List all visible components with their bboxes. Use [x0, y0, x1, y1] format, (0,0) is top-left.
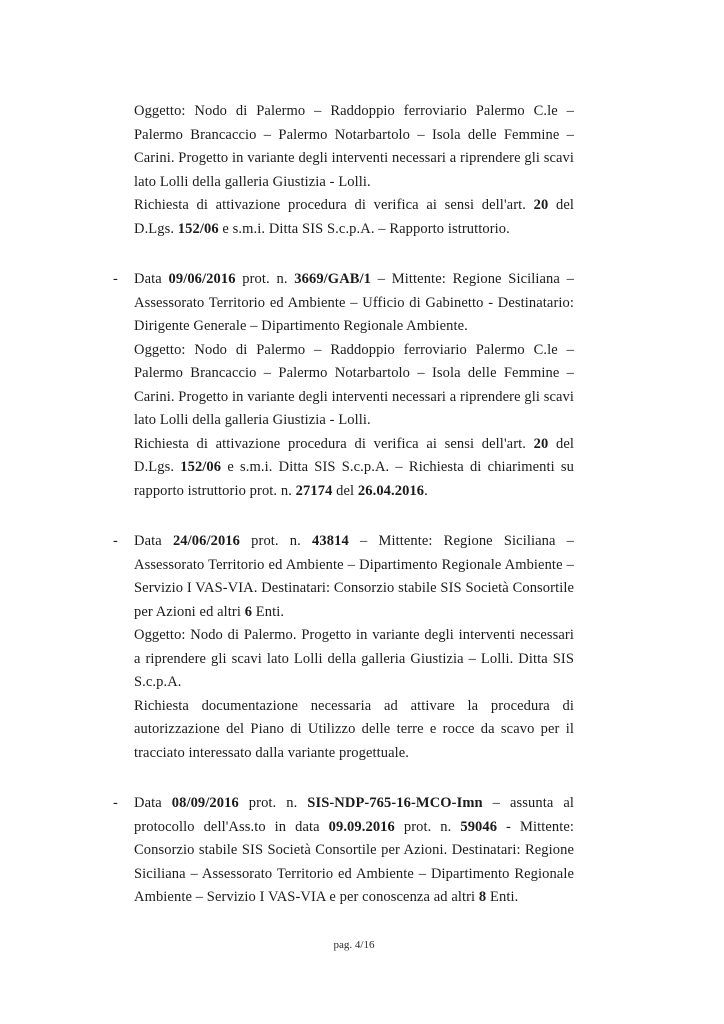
- paragraph: [134, 624, 574, 695]
- paragraph: [134, 100, 574, 194]
- bold-text-run: 152/06: [177, 220, 219, 237]
- paragraph: [134, 339, 574, 433]
- text-run: - Mittente: Consorzio stabile SIS Società Consortile per Azioni. Destinatari: Regione Siciliana – Assessorato Territorio ed Ambiente – Dipartimento Regionale Ambiente – Servizio I VAS-VIA e per conoscenza ad altri: [134, 818, 575, 905]
- paragraph: [134, 792, 574, 910]
- bold-text-run: 08/09/2016: [171, 795, 239, 811]
- text-run: prot. n.: [235, 271, 295, 287]
- text-run: Data: [134, 271, 169, 287]
- text-run: – assunta al protocollo dell'Ass.to in data: [134, 795, 575, 835]
- text-run: Enti.: [252, 603, 285, 620]
- paragraph: [134, 268, 574, 339]
- bold-text-run: 09.09.2016: [328, 818, 395, 835]
- bold-text-run: 152/06: [180, 459, 222, 475]
- paragraph: [134, 530, 574, 624]
- text-run: .: [424, 482, 428, 499]
- paragraph-block: [134, 100, 574, 241]
- bold-text-run: 26.04.2016: [357, 482, 425, 499]
- text-run: Oggetto: Nodo di Palermo – Raddoppio ferroviario Palermo C.le – Palermo Brancaccio – Palermo Notarbartolo – Isola delle Femmine – Carini. Progetto in variante degli interventi necessari a riprendere gli scavi lato Lolli della galleria Giustizia - Lolli.: [134, 341, 574, 428]
- document-blocks: [113, 100, 575, 910]
- text-run: prot. n.: [240, 533, 313, 549]
- bold-text-run: 3669/GAB/1: [294, 271, 372, 287]
- bullet-dash: -: [113, 795, 118, 811]
- text-run: Oggetto: Nodo di Palermo – Raddoppio ferroviario Palermo C.le – Palermo Brancaccio – Palermo Notarbartolo – Isola delle Femmine – Carini. Progetto in variante degli interventi necessari a riprendere gli scavi lato Lolli della galleria Giustizia - Lolli.: [134, 103, 574, 190]
- text-run: Enti.: [486, 889, 519, 905]
- text-run: Oggetto: Nodo di Palermo. Progetto in variante degli interventi necessari a riprendere gli scavi lato Lolli della galleria Giustizia – Lolli. Ditta SIS S.c.p.A.: [134, 627, 574, 690]
- text-run: e s.m.i. Ditta SIS S.c.p.A. – Rapporto istruttorio.: [218, 220, 510, 237]
- text-run: – Mittente: Regione Siciliana – Assessorato Territorio ed Ambiente – Ufficio di Gabinetto - Destinatario: Dirigente Generale – Dipartimento Regionale Ambiente.: [134, 271, 575, 334]
- bold-text-run: 43814: [312, 533, 349, 549]
- text-run: Richiesta di attivazione procedura di verifica ai sensi dell'art.: [134, 197, 534, 213]
- bold-text-run: 09/06/2016: [168, 271, 236, 287]
- paragraph: [134, 695, 574, 766]
- text-run: Data: [134, 533, 173, 549]
- text-run: e s.m.i. Ditta SIS S.c.p.A. – Richiesta di chiarimenti su rapporto istruttorio prot. n.: [134, 459, 575, 499]
- list-item: [113, 268, 575, 503]
- bold-text-run: 6: [244, 603, 253, 620]
- text-run: Richiesta documentazione necessaria ad attivare la procedura di autorizzazione del Piano di Utilizzo delle terre e rocce da scavo per il tracciato interessato dalla variante progettuale.: [134, 697, 574, 761]
- list-item: [113, 530, 575, 765]
- bold-text-run: 27174: [295, 482, 333, 499]
- bullet-dash: -: [113, 533, 118, 549]
- text-run: del D.Lgs.: [134, 435, 574, 475]
- paragraph: [134, 433, 574, 504]
- text-run: del D.Lgs.: [134, 197, 574, 237]
- bold-text-run: SIS-NDP-765-16-MCO-Imn: [307, 795, 483, 811]
- bold-text-run: 24/06/2016: [172, 533, 240, 549]
- paragraph: [134, 194, 574, 241]
- bold-text-run: 20: [533, 435, 549, 452]
- bullet-dash: -: [113, 271, 118, 287]
- text-run: Data: [134, 795, 172, 811]
- text-run: prot. n.: [238, 795, 308, 811]
- bold-text-run: 8: [478, 889, 487, 905]
- text-run: prot. n.: [394, 818, 461, 835]
- list-item: [113, 792, 575, 910]
- bold-text-run: 20: [533, 197, 549, 213]
- page-number: pag. 4/16: [333, 939, 375, 951]
- text-run: – Mittente: Regione Siciliana – Assessorato Territorio ed Ambiente – Dipartimento Regionale Ambiente – Servizio I VAS-VIA. Destinatari: Consorzio stabile SIS Società Consortile per Azioni ed altri: [134, 533, 575, 620]
- bold-text-run: 59046: [460, 818, 498, 835]
- text-run: del: [332, 482, 358, 499]
- text-run: Richiesta di attivazione procedura di verifica ai sensi dell'art.: [134, 435, 534, 452]
